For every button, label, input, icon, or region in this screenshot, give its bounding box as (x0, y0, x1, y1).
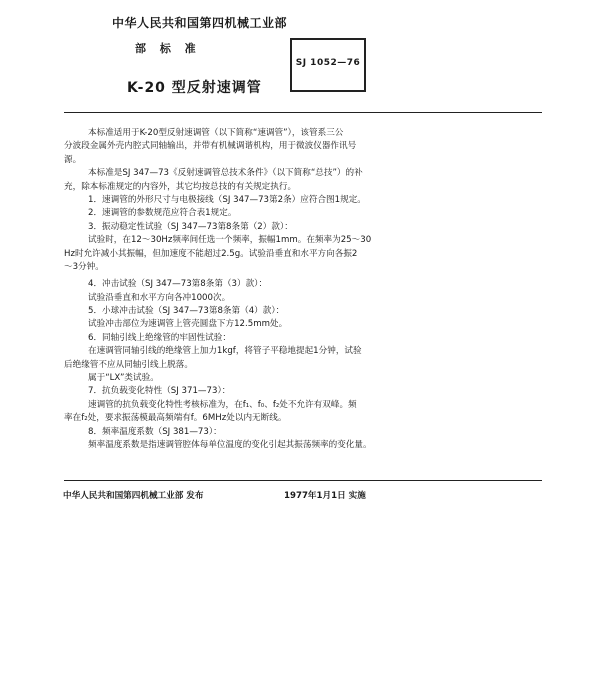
standard-code: SJ 1052—76 (295, 58, 361, 68)
body-line: 本标准是SJ 347—73《反射速调管总技术条件》（以下简称“总技”）的补 (88, 168, 363, 179)
body-line: Hz时允许减小其振幅，但加速度不能超过2.5g。试验沿垂直和水平方向各振2 (64, 248, 358, 259)
body-line: 试验时，在12～30Hz频率间任选一个频率，振幅1mm。在频率为25～30 (88, 235, 372, 246)
body-line: 5．小球冲击试验（SJ 347—73第8条第（4）款）： (88, 306, 285, 317)
body-line: 4．冲击试验（SJ 347—73第8条第（3）款）： (88, 279, 268, 290)
effective-date-line: 1977年1月1日 实施 (284, 491, 366, 501)
issuer-heading: 中华人民共和国第四机械工业部 (112, 16, 288, 30)
body-line: ～3分钟。 (64, 261, 104, 272)
body-line: 本标准适用于K-20型反射速调管（以下简称“速调管”），该管系三公 (88, 128, 344, 138)
standard-code-box (290, 38, 366, 92)
body-line: 后绝缘管不应从同轴引线上脱落。 (64, 359, 193, 370)
body-line: 1．速调管的外形尺寸与电极接线（SJ 347—73第2条）应符合图1规定。 (88, 194, 366, 205)
body-text (64, 127, 526, 452)
body-line: 率在f₂处，要求振荡模最高频端有f。6MHz处以内无断线。 (64, 413, 287, 424)
body-line: 源。 (64, 154, 82, 165)
body-line: 充，除本标准规定的内容外，其它均按总技的有关规定执行。 (64, 181, 297, 192)
body-line: 6．同轴引线上绝缘管的牢固性试验： (88, 332, 231, 343)
body-line: 2．速调管的参数规范应符合表1规定。 (88, 208, 237, 219)
body-line: 分波段金属外壳内腔式同轴输出，并带有机械调谐机构，用于微波仪器作讯号 (64, 141, 357, 152)
publisher-line: 中华人民共和国第四机械工业部 发布 (63, 491, 204, 501)
body-line: 7．抗负载变化特性（SJ 371—73）： (88, 386, 231, 397)
top-divider (64, 112, 542, 113)
body-line: 属于“LX”类试验。 (88, 373, 159, 384)
body-line: 速调管的抗负载变化特性考核标准为，在f₁、f₀、f₂处不允许有双峰。频 (88, 399, 357, 410)
body-line: 频率温度系数是指速调管腔体每单位温度的变化引起其振荡频率的变化量。 (88, 439, 372, 450)
document-title: K-20 型反射速调管 (127, 80, 262, 96)
standard-type-heading: 部 标 准 (135, 42, 201, 55)
body-line: 8．频率温度系数（SJ 381—73）： (88, 426, 222, 437)
body-line: 在速调管同轴引线的绝缘管上加力1kgf，将管子平稳地提起1分钟，试验 (88, 346, 362, 357)
body-line: 3．振动稳定性试验（SJ 347—73第8条第（2）款）： (88, 221, 293, 232)
body-line: 试验冲击部位为速调管上管壳圆盘下方12.5mm处。 (88, 319, 288, 330)
bottom-divider (64, 480, 542, 481)
body-line: 试验沿垂直和水平方向各冲1000次。 (88, 292, 231, 303)
